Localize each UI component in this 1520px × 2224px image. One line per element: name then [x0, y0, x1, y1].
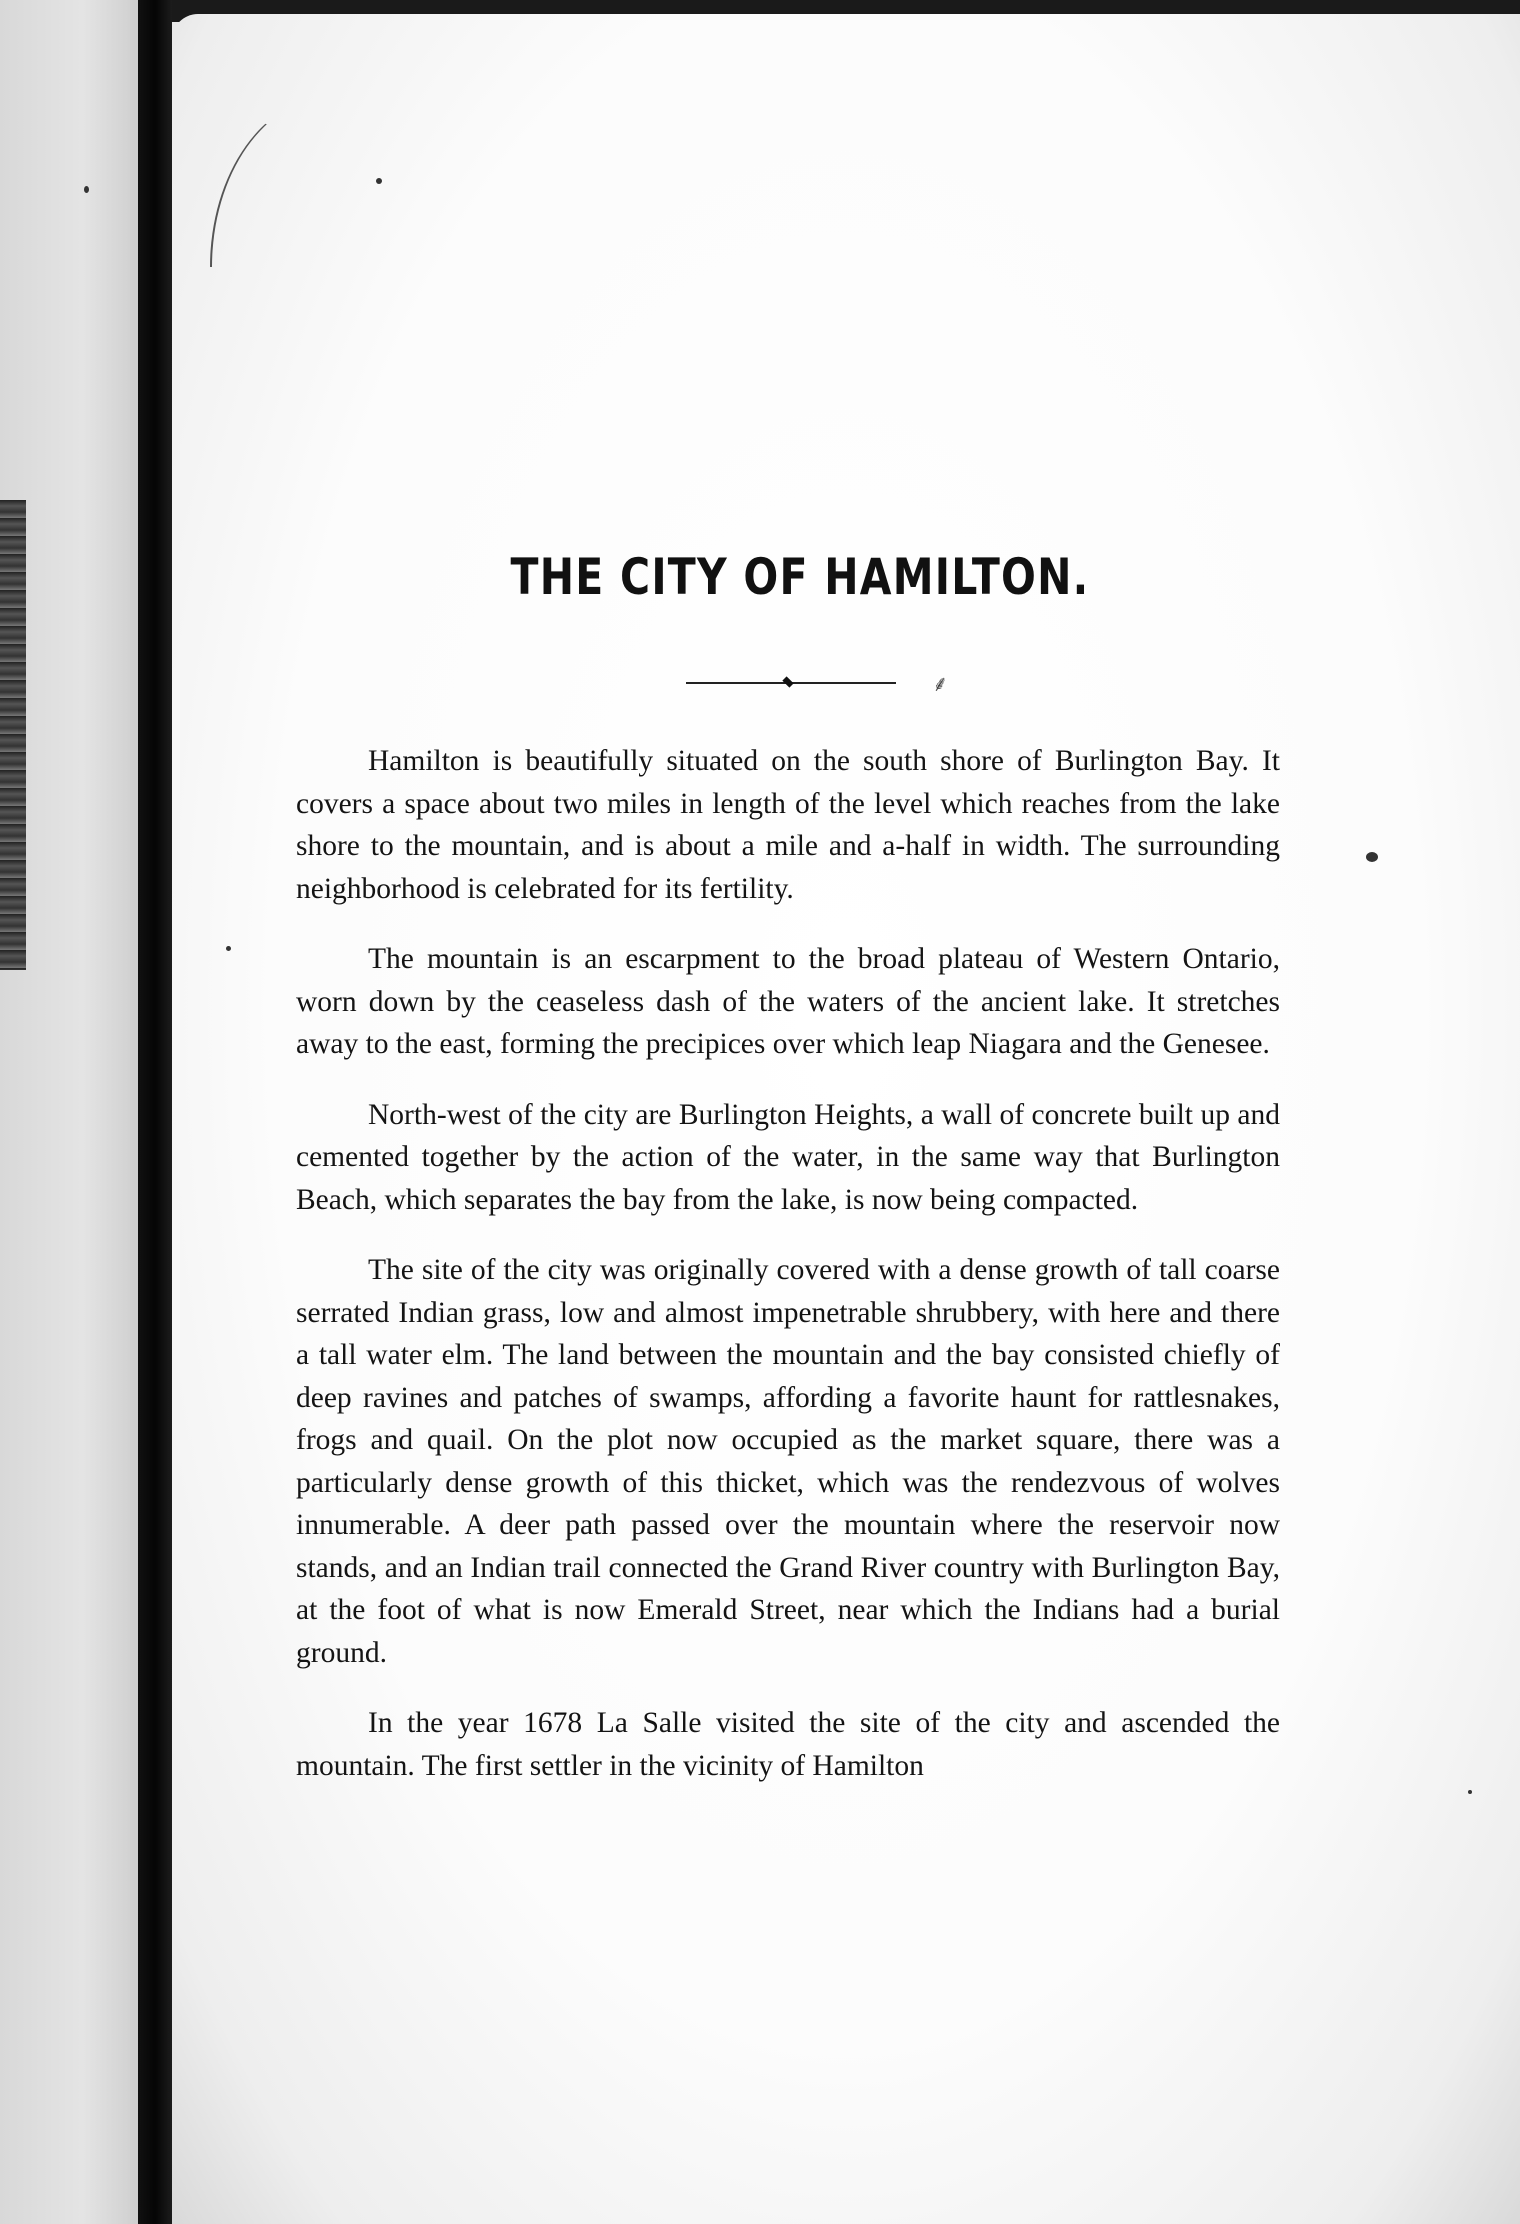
book-gutter	[138, 0, 172, 2224]
ornament-diamond-icon	[782, 676, 793, 687]
facing-page-illustration-edge	[0, 500, 26, 970]
rule-with-diamond-ornament-icon	[686, 676, 896, 690]
scan-speck	[376, 178, 382, 184]
paragraph-2: The mountain is an escarpment to the broad plateau of Western Ontario, worn down by the ceaseless dash of the waters of the ancient lake. It stretches away to the east, forming the precipices over which leap Niagara and the Genesee.	[296, 943, 1280, 1060]
paragraph-3: North-west of the city are Burlington Heights, a wall of concrete built up and cemented together by the action of the water, in the same way that Burlington Beach, which separates the bay from the lake, is now being compacted.	[296, 1098, 1280, 1216]
ink-blot-icon: ⸙	[932, 672, 949, 697]
scan-speck	[1468, 1790, 1472, 1794]
paragraph-1: Hamilton is beautifully situated on the south shore of Burlington Bay. It covers a space about two miles in length of the level which reaches from the lake shore to the mountain, and is about a mile and a-half in width. The surrounding neighborhood is celebrated for its fertility.	[296, 745, 1280, 905]
facing-page-margin	[0, 0, 138, 2224]
paragraph-4: The site of the city was originally covered with a dense growth of tall coarse serrated Indian grass, low and almost impenetrable shrubbery, with here and there a tall water elm. The land between the mountain and the bay consisted chiefly of deep ravines and patches of swamps, affording a favorite haunt for rattlesnakes, frogs and quail. On the plot now occupied as the market square, there was a particularly dense growth of this thicket, which was the rendezvous of wolves innumerable. A deer path passed over the mountain where the reservoir now stands, and an Indian trail connected the Grand River country with Burlington Bay, at the foot of what is now Emerald Street, near which the Indians had a burial ground.	[296, 1254, 1280, 1669]
paragraph-5: In the year 1678 La Salle visited the site of the city and ascended the mountain. The first settler in the vicinity of Hamilton	[296, 1707, 1280, 1782]
body-text	[296, 740, 1280, 1815]
page-title: THE CITY OF HAMILTON.	[510, 548, 1090, 606]
scan-speck	[226, 946, 231, 951]
scan-speck	[84, 186, 89, 193]
scan-speck	[1366, 852, 1378, 862]
